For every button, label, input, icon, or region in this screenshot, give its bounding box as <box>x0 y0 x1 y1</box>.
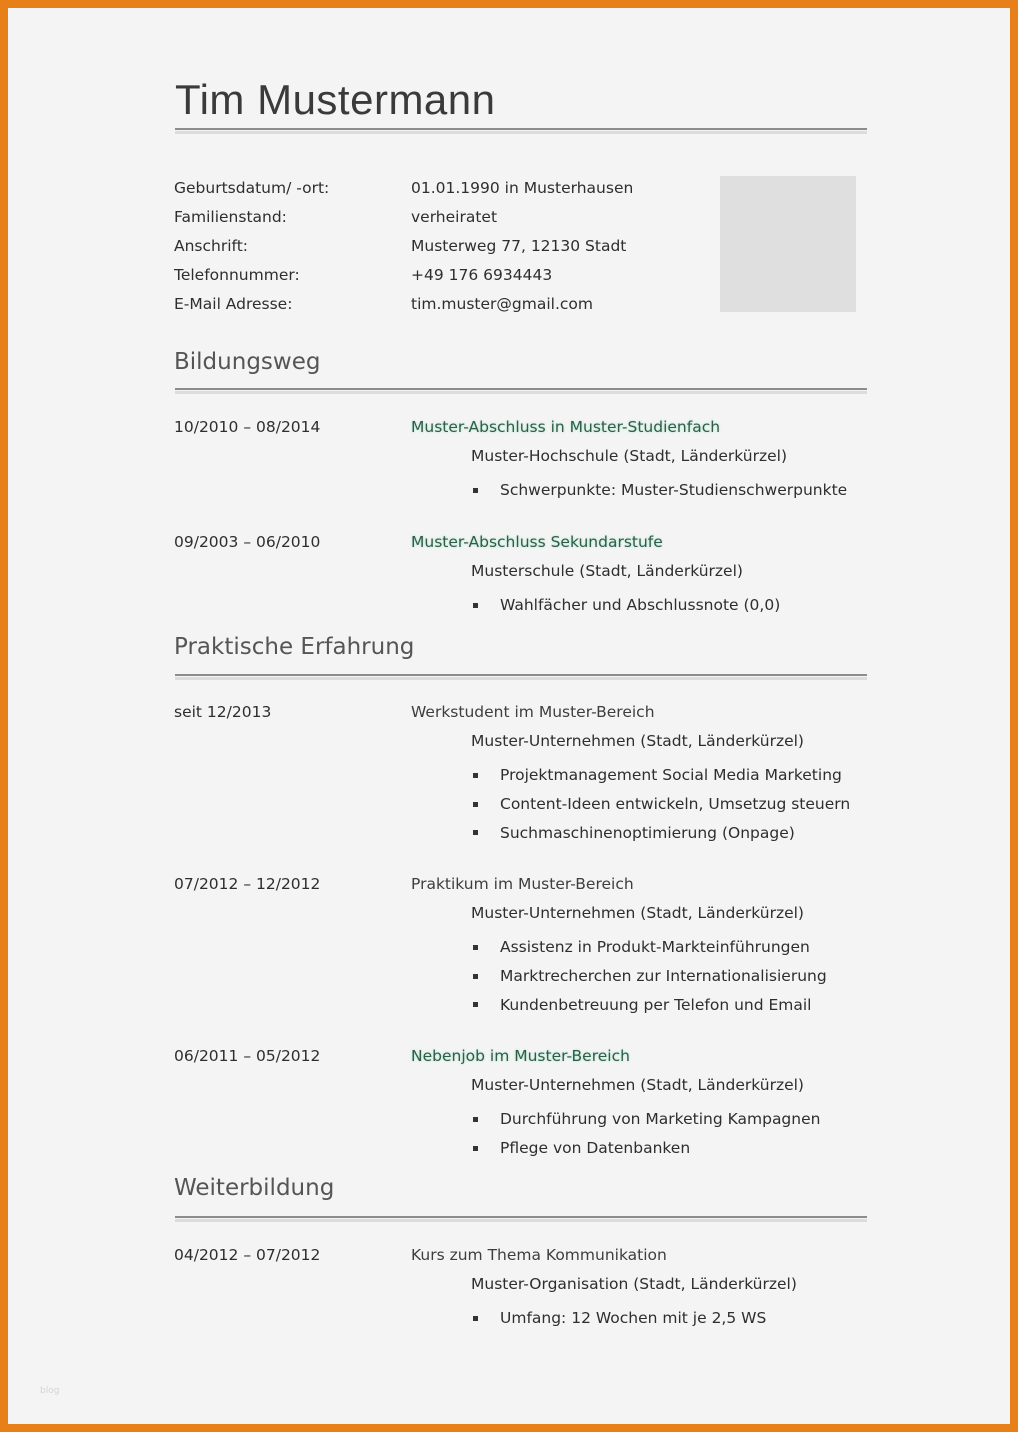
entry-date: 06/2011 – 05/2012 <box>174 1047 321 1065</box>
section-title-experience: Praktische Erfahrung <box>174 634 415 660</box>
personal-label: E-Mail Adresse: <box>174 294 293 313</box>
entry-title: Werkstudent im Muster-Bereich <box>411 703 655 721</box>
experience-entry <box>174 1047 874 1167</box>
bullet-icon <box>473 802 478 807</box>
entry-bullets <box>471 1304 766 1333</box>
bullet-icon <box>473 1316 478 1321</box>
experience-entry <box>174 875 874 1025</box>
entry-date: 07/2012 – 12/2012 <box>174 875 321 893</box>
entry-title: Kurs zum Thema Kommunikation <box>411 1246 667 1264</box>
bullet-text: Projektmanagement Social Media Marketing <box>500 766 842 785</box>
entry-bullets <box>471 591 780 620</box>
personal-value: +49 176 6934443 <box>411 265 553 284</box>
bullet-item <box>471 761 850 790</box>
entry-date: 09/2003 – 06/2010 <box>174 533 321 551</box>
entry-bullets <box>471 476 847 505</box>
bullet-text: Schwerpunkte: Muster-Studienschwerpunkte <box>500 481 848 500</box>
personal-row-address <box>174 232 633 261</box>
name-divider <box>175 128 867 131</box>
cv-page <box>8 8 1010 1424</box>
entry-title: Nebenjob im Muster-Bereich <box>411 1047 630 1065</box>
bullet-text: Suchmaschinenoptimierung (Onpage) <box>500 823 795 842</box>
bullet-item <box>471 1105 820 1134</box>
watermark: blog <box>40 1386 60 1396</box>
bullet-text: Assistenz in Produkt-Markteinführungen <box>500 938 810 957</box>
bullet-item <box>471 591 780 620</box>
entry-org: Muster-Unternehmen (Stadt, Länderkürzel) <box>471 732 804 750</box>
bullet-icon <box>473 1146 478 1151</box>
personal-label: Anschrift: <box>174 236 249 255</box>
education-entry <box>174 418 874 518</box>
bullet-icon <box>473 773 478 778</box>
personal-row-phone <box>174 260 633 289</box>
cv-name: Tim Mustermann <box>175 76 496 123</box>
entry-org: Muster-Organisation (Stadt, Länderkürzel) <box>471 1275 797 1293</box>
further-education-entry <box>174 1246 874 1346</box>
section-divider <box>175 1216 867 1219</box>
bullet-icon <box>473 974 478 979</box>
bullet-text: Wahlfächer und Abschlussnote (0,0) <box>500 596 781 615</box>
section-divider <box>175 388 867 391</box>
entry-date: seit 12/2013 <box>174 703 272 721</box>
personal-row-marital <box>174 203 633 232</box>
personal-value: tim.muster@gmail.com <box>411 294 593 313</box>
personal-info <box>174 174 633 318</box>
entry-date: 04/2012 – 07/2012 <box>174 1246 321 1264</box>
bullet-item <box>471 1304 766 1333</box>
bullet-item <box>471 476 847 505</box>
bullet-text: Pflege von Datenbanken <box>500 1139 691 1158</box>
entry-bullets <box>471 933 827 1019</box>
section-divider <box>175 674 867 677</box>
photo-placeholder <box>720 176 856 312</box>
personal-value: verheiratet <box>411 208 498 227</box>
bullet-item <box>471 991 827 1020</box>
bullet-item <box>471 790 850 819</box>
personal-row-email <box>174 289 633 318</box>
entry-bullets <box>471 761 850 847</box>
entry-title: Muster-Abschluss Sekundarstufe <box>411 533 663 551</box>
bullet-item <box>471 962 827 991</box>
section-title-further-education: Weiterbildung <box>174 1175 335 1201</box>
bullet-icon <box>473 488 478 493</box>
entry-date: 10/2010 – 08/2014 <box>174 418 321 436</box>
bullet-icon <box>473 945 478 950</box>
entry-bullets <box>471 1105 820 1163</box>
entry-org: Musterschule (Stadt, Länderkürzel) <box>471 562 743 580</box>
bullet-icon <box>473 1117 478 1122</box>
personal-label: Familienstand: <box>174 208 287 227</box>
entry-org: Muster-Unternehmen (Stadt, Länderkürzel) <box>471 1076 804 1094</box>
entry-org: Muster-Unternehmen (Stadt, Länderkürzel) <box>471 904 804 922</box>
personal-label: Geburtsdatum/ -ort: <box>174 179 330 198</box>
experience-entry <box>174 703 874 853</box>
bullet-text: Durchführung von Marketing Kampagnen <box>500 1110 821 1129</box>
bullet-icon <box>473 1002 478 1007</box>
bullet-item <box>471 933 827 962</box>
bullet-text: Marktrecherchen zur Internationalisierung <box>500 967 827 986</box>
bullet-item <box>471 819 850 848</box>
bullet-icon <box>473 603 478 608</box>
entry-title: Praktikum im Muster-Bereich <box>411 875 634 893</box>
personal-label: Telefonnummer: <box>174 265 300 284</box>
personal-value: Musterweg 77, 12130 Stadt <box>411 236 627 255</box>
entry-title: Muster-Abschluss in Muster-Studienfach <box>411 418 721 436</box>
education-entry <box>174 533 874 633</box>
bullet-item <box>471 1134 820 1163</box>
bullet-text: Kundenbetreuung per Telefon und Email <box>500 995 812 1014</box>
entry-org: Muster-Hochschule (Stadt, Länderkürzel) <box>471 447 788 465</box>
personal-value: 01.01.1990 in Musterhausen <box>411 179 634 198</box>
bullet-text: Umfang: 12 Wochen mit je 2,5 WS <box>500 1309 767 1328</box>
section-title-education: Bildungsweg <box>174 349 321 375</box>
bullet-icon <box>473 830 478 835</box>
bullet-text: Content-Ideen entwickeln, Umsetzug steuern <box>500 795 851 814</box>
personal-row-birth <box>174 174 633 203</box>
